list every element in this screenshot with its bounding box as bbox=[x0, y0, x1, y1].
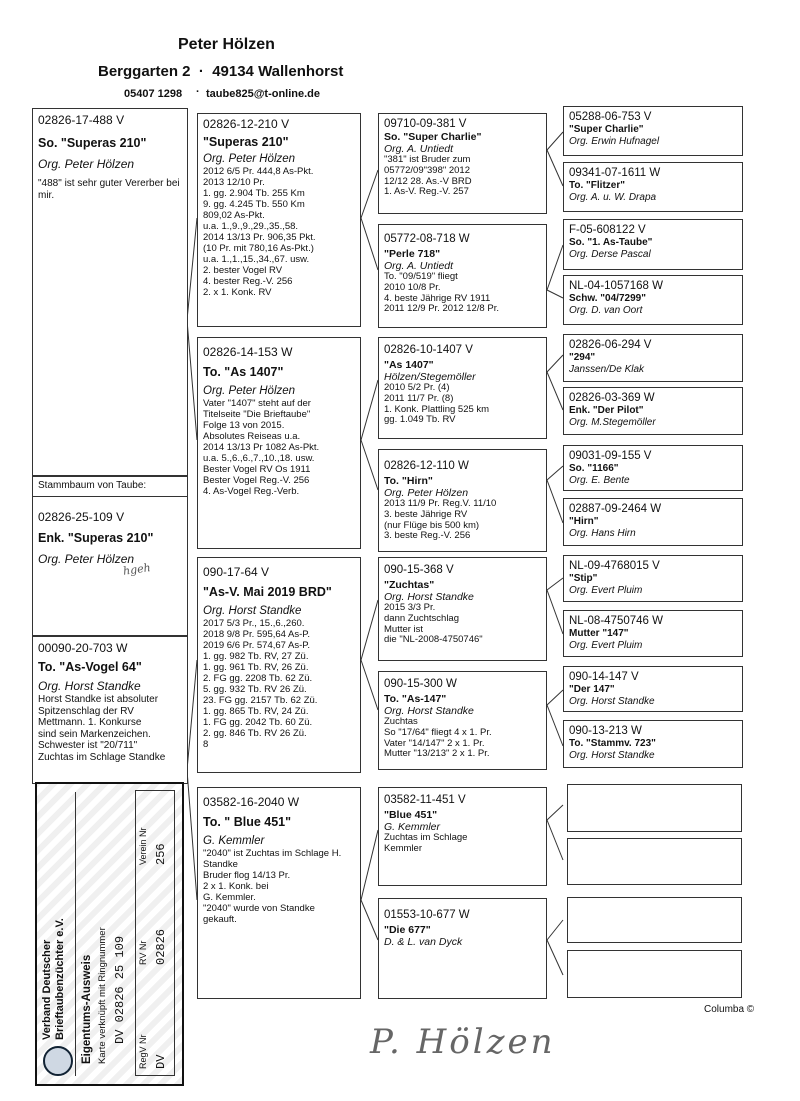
gen3-note-line: die "NL-2008-4750746" bbox=[384, 634, 483, 646]
gen2-note-line: 1. gg. 2.904 Tb. 255 Km bbox=[203, 188, 305, 199]
mother-note-line: Horst Standke ist absoluter bbox=[38, 694, 159, 705]
gen2-ring: 02826-12-210 V bbox=[203, 117, 290, 131]
gen3-box-4 bbox=[378, 557, 547, 661]
gen4-box-14 bbox=[567, 897, 742, 943]
gen2-note-line: gekauft. bbox=[203, 914, 237, 925]
gen2-note-line: G. Kemmler. bbox=[203, 892, 256, 903]
gen2-note-line: Standke bbox=[203, 859, 238, 870]
gen3-note-line: (nur Flüge bis 500 km) bbox=[384, 519, 480, 531]
gen4-box-0 bbox=[563, 106, 743, 156]
card-col-value: DV bbox=[154, 1054, 168, 1069]
gen2-note-line: 809,02 As-Pkt. bbox=[203, 210, 265, 221]
gen4-org: Janssen/De Klak bbox=[569, 364, 645, 375]
gen2-note-line: u.a. 1.,1.,15.,34.,67. usw. bbox=[203, 254, 310, 265]
card-divider bbox=[75, 792, 76, 1076]
gen2-note-line: "2040" wurde von Standke bbox=[203, 903, 315, 914]
father-note-line: "488" ist sehr guter Vererber bei bbox=[38, 178, 180, 189]
gen3-note-line: 1. As-V. Reg.-V. 257 bbox=[384, 186, 469, 198]
gen2-name: To. "As 1407" bbox=[203, 365, 284, 379]
gen4-ring: NL-09-4768015 V bbox=[569, 560, 660, 572]
gen4-box-12 bbox=[567, 784, 742, 832]
gen2-org: Org. Peter Hölzen bbox=[203, 153, 296, 165]
gen2-note-line: (10 Pr. mit 780,16 As-Pkt.) bbox=[203, 243, 314, 254]
father-org: Org. Peter Hölzen bbox=[38, 157, 135, 171]
mother-note-line: sind sein Markenzeichen. bbox=[38, 728, 151, 740]
gen3-note-line: 1. Konk. Plattling 525 km bbox=[384, 403, 490, 415]
gen4-name: "Stip" bbox=[569, 573, 598, 584]
gen4-ring: 09031-09-155 V bbox=[569, 450, 652, 462]
gen3-ring: 090-15-300 W bbox=[384, 678, 457, 690]
mother-note-line: Mettmann. 1. Konkurse bbox=[38, 717, 142, 728]
subject-caption: Stammbaum von Taube: bbox=[38, 480, 147, 491]
gen3-ring: 090-15-368 V bbox=[384, 564, 454, 576]
gen4-org: Org. Derse Pascal bbox=[569, 249, 651, 260]
gen2-note-line: 2014 13/13 Pr. 906,35 Pkt. bbox=[203, 232, 316, 243]
card-col-value: 02826 bbox=[154, 928, 168, 965]
gen4-org: Org. M.Stegemöller bbox=[569, 417, 656, 428]
gen4-box-8 bbox=[563, 555, 743, 602]
gen2-note-line: 2017 5/3 Pr., 15.,6.,260. bbox=[203, 618, 305, 629]
gen3-note-line: Mutter "13/213" 2 x 1. Pr. bbox=[384, 748, 490, 760]
gen2-box-2 bbox=[197, 557, 361, 773]
gen3-org: D. & L. van Dyck bbox=[384, 936, 463, 948]
gen2-note-line: 2014 13/13 Pr 1082 As-Pkt. bbox=[203, 442, 320, 453]
gen2-name: "Superas 210" bbox=[203, 135, 289, 149]
gen2-note-line: 9. gg. 4.245 Tb. 550 Km bbox=[203, 199, 305, 210]
gen2-org: G. Kemmler bbox=[203, 835, 265, 847]
card-subtitle: Karte verknüpft mit Ringnummer bbox=[97, 927, 108, 1064]
gen2-note-line: 2019 6/6 Pr. 574,67 As-P. bbox=[203, 640, 311, 651]
gen4-org: Org. Horst Standke bbox=[569, 696, 655, 707]
gen2-box-3 bbox=[197, 787, 361, 999]
gen3-box-6 bbox=[378, 787, 547, 886]
gen3-name: "Zuchtas" bbox=[384, 579, 435, 591]
gen3-note-line: 2010 5/2 Pr. (4) bbox=[384, 382, 450, 393]
gen3-note-line: Kemmler bbox=[384, 842, 423, 854]
gen4-name: To. "Flitzer" bbox=[569, 180, 625, 191]
gen3-ring: 03582-11-451 V bbox=[384, 794, 466, 806]
gen3-note-line: gg. 1.049 Tb. RV bbox=[384, 414, 456, 426]
gen4-box-6 bbox=[563, 445, 743, 491]
gen4-box-15 bbox=[567, 950, 742, 998]
gen2-note-line: 1. gg. 865 Tb. RV, 24 Zü. bbox=[203, 706, 309, 717]
father-box bbox=[32, 108, 188, 476]
gen3-note-line: Zuchtas bbox=[384, 716, 418, 727]
gen4-box-3 bbox=[563, 275, 743, 325]
gen4-org: Org. E. Bente bbox=[569, 475, 630, 486]
gen3-note-line: To. "09/519" fliegt bbox=[384, 271, 458, 282]
gen3-ring: 02826-10-1407 V bbox=[384, 344, 473, 356]
gen3-note-line: 05772/09"398" 2012 bbox=[384, 164, 470, 176]
gen4-org: Org. Horst Standke bbox=[569, 750, 655, 761]
gen3-name: "Die 677" bbox=[384, 924, 431, 936]
gen2-note-line: 1. gg. 982 Tb. RV, 27 Zü. bbox=[203, 651, 309, 662]
gen3-note-line: 12/12 28. As.-V BRD bbox=[384, 175, 472, 187]
gen2-note-line: 2 x 1. Konk. bei bbox=[203, 881, 269, 892]
gen3-note-line: So "17/64" fliegt 4 x 1. Pr. bbox=[384, 726, 492, 738]
ownership-card bbox=[35, 782, 184, 1086]
gen3-note-line: 2013 11/9 Pr. Reg.V. 11/10 bbox=[384, 498, 497, 509]
mother-org: Org. Horst Standke bbox=[38, 679, 141, 693]
gen2-note-line: 2. bester Vogel RV bbox=[203, 265, 283, 276]
gen4-name: To. "Stammv. 723" bbox=[569, 738, 656, 749]
gen2-ring: 03582-16-2040 W bbox=[203, 795, 300, 809]
gen4-box-2 bbox=[563, 219, 743, 270]
mother-box bbox=[32, 636, 188, 784]
gen2-note-line: "2040" ist Zuchtas im Schlage H. bbox=[203, 848, 342, 859]
gen4-box-4 bbox=[563, 334, 743, 382]
gen4-ring: F-05-608122 V bbox=[569, 224, 646, 236]
subject-ring: 02826-25-109 V bbox=[38, 509, 125, 524]
card-col-header: RV Nr bbox=[138, 940, 148, 965]
mother-note-line: Spitzenschlag der RV bbox=[38, 705, 134, 717]
gen2-note-line: Bruder flog 14/13 Pr. bbox=[203, 870, 291, 881]
gen4-ring: 05288-06-753 V bbox=[569, 111, 652, 123]
gen3-name: To. "As-147" bbox=[384, 693, 447, 705]
gen4-org: Org. Hans Hirn bbox=[569, 528, 636, 539]
gen4-org: Org. Erwin Hufnagel bbox=[569, 136, 660, 147]
gen2-name: To. " Blue 451" bbox=[203, 815, 292, 829]
gen4-name: So. "1166" bbox=[569, 463, 619, 474]
gen3-note-line: 2015 3/3 Pr. bbox=[384, 602, 436, 613]
gen3-note-line: 2010 10/8 Pr. bbox=[384, 281, 441, 293]
gen3-ring: 05772-08-718 W bbox=[384, 233, 470, 245]
gen3-org: Org. Horst Standke bbox=[384, 591, 474, 603]
mother-name: To. "As-Vogel 64" bbox=[38, 660, 142, 674]
gen2-ring: 02826-14-153 W bbox=[203, 345, 293, 359]
card-association-line: Verband Deutscher bbox=[41, 939, 53, 1040]
gen3-ring: 09710-09-381 V bbox=[384, 118, 467, 130]
gen2-note-line: 8 bbox=[203, 739, 209, 750]
gen4-org: Org. Evert Pluim bbox=[569, 585, 643, 596]
gen2-note-line: Folge 13 von 2015. bbox=[203, 420, 285, 431]
gen2-org: Org. Horst Standke bbox=[203, 605, 302, 617]
gen2-note-line: 4. bester Reg.-V. 256 bbox=[203, 276, 293, 287]
gen4-box-10 bbox=[563, 666, 743, 712]
gen3-box-5 bbox=[378, 671, 547, 770]
gen3-note-line: Mutter ist bbox=[384, 623, 424, 635]
mother-note-line: Schwester ist "20/711" bbox=[38, 740, 138, 751]
card-association bbox=[41, 918, 67, 1040]
gen4-name: Mutter "147" bbox=[569, 628, 629, 639]
card-col-header: Verein Nr bbox=[138, 827, 148, 865]
gen4-box-9 bbox=[563, 610, 743, 657]
father-ring: 02826-17-488 V bbox=[38, 113, 125, 127]
gen4-box-13 bbox=[567, 838, 742, 885]
gen3-note-line: Zuchtas im Schlage bbox=[384, 832, 468, 843]
gen3-box-3 bbox=[378, 449, 547, 552]
father-note-line: mir. bbox=[38, 189, 55, 201]
gen2-note-line: 2. FG gg. 2208 Tb. 62 Zü. bbox=[203, 673, 313, 684]
gen3-note-line: 4. beste Jährige RV 1911 bbox=[384, 292, 491, 304]
gen3-name: So. "Super Charlie" bbox=[384, 131, 482, 143]
gen3-name: "Perle 718" bbox=[384, 248, 441, 260]
gen4-ring: 02887-09-2464 W bbox=[569, 503, 662, 515]
gen4-name: "Hirn" bbox=[569, 516, 599, 527]
gen2-note-line: u.a. 5.,6.,6.,7.,10.,18. usw. bbox=[203, 453, 315, 464]
gen4-org: Org. D. van Oort bbox=[569, 305, 643, 316]
gen3-name: "Blue 451" bbox=[384, 809, 438, 821]
subject-box bbox=[32, 476, 188, 636]
gen2-box-1 bbox=[197, 337, 361, 549]
gen2-note-line: 2018 9/8 Pr. 595,64 As-P. bbox=[203, 629, 311, 640]
gen4-name: "294" bbox=[569, 352, 596, 363]
gen4-name: Enk. "Der Pilot" bbox=[569, 405, 644, 416]
gen3-name: "As 1407" bbox=[384, 359, 434, 371]
mother-note-line: Zuchtas im Schlage Standke bbox=[38, 751, 166, 763]
gen2-note-line: 5. gg. 932 Tb. RV 26 Zü. bbox=[203, 684, 307, 695]
gen3-note-line: dann Zuchtschlag bbox=[384, 612, 459, 624]
breeder-address: Berggarten 2 · 49134 Wallenhorst bbox=[98, 63, 344, 80]
gen3-box-0 bbox=[378, 113, 547, 214]
gen3-ring: 02826-12-110 W bbox=[384, 460, 469, 472]
card-col-value: 256 bbox=[154, 843, 168, 865]
gen2-note-line: Bester Vogel RV Os 1911 bbox=[203, 464, 311, 475]
subject-org: Org. Peter Hölzen bbox=[38, 551, 135, 566]
gen2-org: Org. Peter Hölzen bbox=[203, 385, 296, 397]
card-ring-number: DV 02826 25 109 bbox=[113, 935, 127, 1044]
gen4-box-1 bbox=[563, 162, 743, 212]
gen2-note-line: Vater "1407" steht auf der bbox=[203, 398, 311, 409]
card-title: Eigentums-Ausweis bbox=[81, 954, 93, 1064]
gen3-note-line: Vater "14/147" 2 x 1. Pr. bbox=[384, 737, 485, 749]
gen2-note-line: 1. gg. 961 Tb. RV, 26 Zü. bbox=[203, 662, 309, 673]
gen4-name: "Der 147" bbox=[569, 684, 615, 695]
gen2-note-line: 2013 12/10 Pr. bbox=[203, 177, 265, 188]
gen4-box-11 bbox=[563, 720, 743, 768]
gen4-ring: NL-08-4750746 W bbox=[569, 615, 663, 627]
separator-dot: · bbox=[196, 86, 200, 98]
gen3-note-line: 3. beste Reg.-V. 256 bbox=[384, 530, 471, 542]
gen4-box-7 bbox=[563, 498, 743, 546]
gen4-box-5 bbox=[563, 387, 743, 435]
gen2-note-line: 2012 6/5 Pr. 444,8 As-Pkt. bbox=[203, 166, 314, 177]
gen2-note-line: 2. x 1. Konk. RV bbox=[203, 287, 272, 298]
gen4-ring: 02826-03-369 W bbox=[569, 392, 655, 404]
breeder-phone: 05407 1298 bbox=[124, 88, 183, 100]
gen3-org: Org. Horst Standke bbox=[384, 705, 474, 717]
gen2-ring: 090-17-64 V bbox=[203, 565, 270, 579]
gen4-ring: 090-13-213 W bbox=[569, 725, 642, 737]
gen4-ring: 02826-06-294 V bbox=[569, 339, 652, 351]
gen4-ring: NL-04-1057168 W bbox=[569, 280, 663, 292]
columba-credit: Columba © bbox=[704, 1004, 755, 1015]
gen4-name: So. "1. As-Taube" bbox=[569, 237, 653, 248]
gen4-ring: 09341-07-1611 W bbox=[569, 167, 661, 179]
gen3-note-line: "381" ist Bruder zum bbox=[384, 154, 471, 165]
gen4-name: Schw. "04/7299" bbox=[569, 293, 646, 304]
father-name: So. "Superas 210" bbox=[38, 136, 147, 150]
dv-logo-icon bbox=[43, 1046, 73, 1076]
gen4-ring: 090-14-147 V bbox=[569, 671, 639, 683]
gen2-note-line: 1. FG gg. 2042 Tb. 60 Zü. bbox=[203, 717, 313, 728]
gen3-note-line: 2011 12/9 Pr. 2012 12/8 Pr. bbox=[384, 303, 499, 315]
mother-ring: 00090-20-703 W bbox=[38, 641, 128, 655]
breeder-email: taube825@t-online.de bbox=[206, 88, 321, 100]
breeder-name: Peter Hölzen bbox=[178, 36, 275, 53]
card-association-line: Brieftaubenzüchter e.V. bbox=[54, 918, 66, 1040]
gen3-box-1 bbox=[378, 224, 547, 328]
gen2-note-line: Absolutes Reiseas u.a. bbox=[203, 431, 301, 442]
gen4-org: Org. Evert Pluim bbox=[569, 640, 643, 651]
gen2-note-line: 4. As-Vogel Reg.-Verb. bbox=[203, 486, 300, 497]
gen3-org: G. Kemmler bbox=[384, 821, 441, 833]
gen3-org: Hölzen/Stegemöller bbox=[384, 371, 476, 383]
handwritten-note: hgeh bbox=[122, 561, 152, 578]
gen2-note-line: 23. FG gg. 2157 Tb. 62 Zü. bbox=[203, 695, 318, 706]
gen2-note-line: Titelseite "Die Brieftaube" bbox=[203, 409, 311, 420]
subject-name: Enk. "Superas 210" bbox=[38, 530, 154, 545]
gen2-note-line: u.a. 1.,9.,9.,29.,35.,58. bbox=[203, 221, 299, 232]
gen3-org: Org. Peter Hölzen bbox=[384, 487, 469, 499]
gen3-ring: 01553-10-677 W bbox=[384, 909, 470, 921]
card-table bbox=[135, 790, 175, 1076]
card-col-header: RegV Nr bbox=[138, 1034, 148, 1069]
gen4-name: "Super Charlie" bbox=[569, 124, 644, 135]
gen4-org: Org. A. u. W. Drapa bbox=[569, 192, 657, 203]
gen3-note-line: 3. beste Jährige RV bbox=[384, 508, 468, 520]
gen3-org: Org. A. Untiedt bbox=[384, 143, 454, 155]
gen2-box-0 bbox=[197, 113, 361, 327]
gen3-name: To. "Hirn" bbox=[384, 475, 433, 487]
gen3-box-7 bbox=[378, 898, 547, 999]
gen2-note-line: Bester Vogel Reg.-V. 256 bbox=[203, 475, 310, 486]
gen2-name: "As-V. Mai 2019 BRD" bbox=[203, 585, 332, 599]
gen3-box-2 bbox=[378, 337, 547, 439]
gen2-note-line: 2. gg. 846 Tb. RV 26 Zü. bbox=[203, 728, 307, 739]
gen3-note-line: 2011 11/7 Pr. (8) bbox=[384, 392, 454, 404]
gen3-org: Org. A. Untiedt bbox=[384, 260, 454, 272]
signature: P. Hölzen bbox=[370, 1022, 556, 1062]
